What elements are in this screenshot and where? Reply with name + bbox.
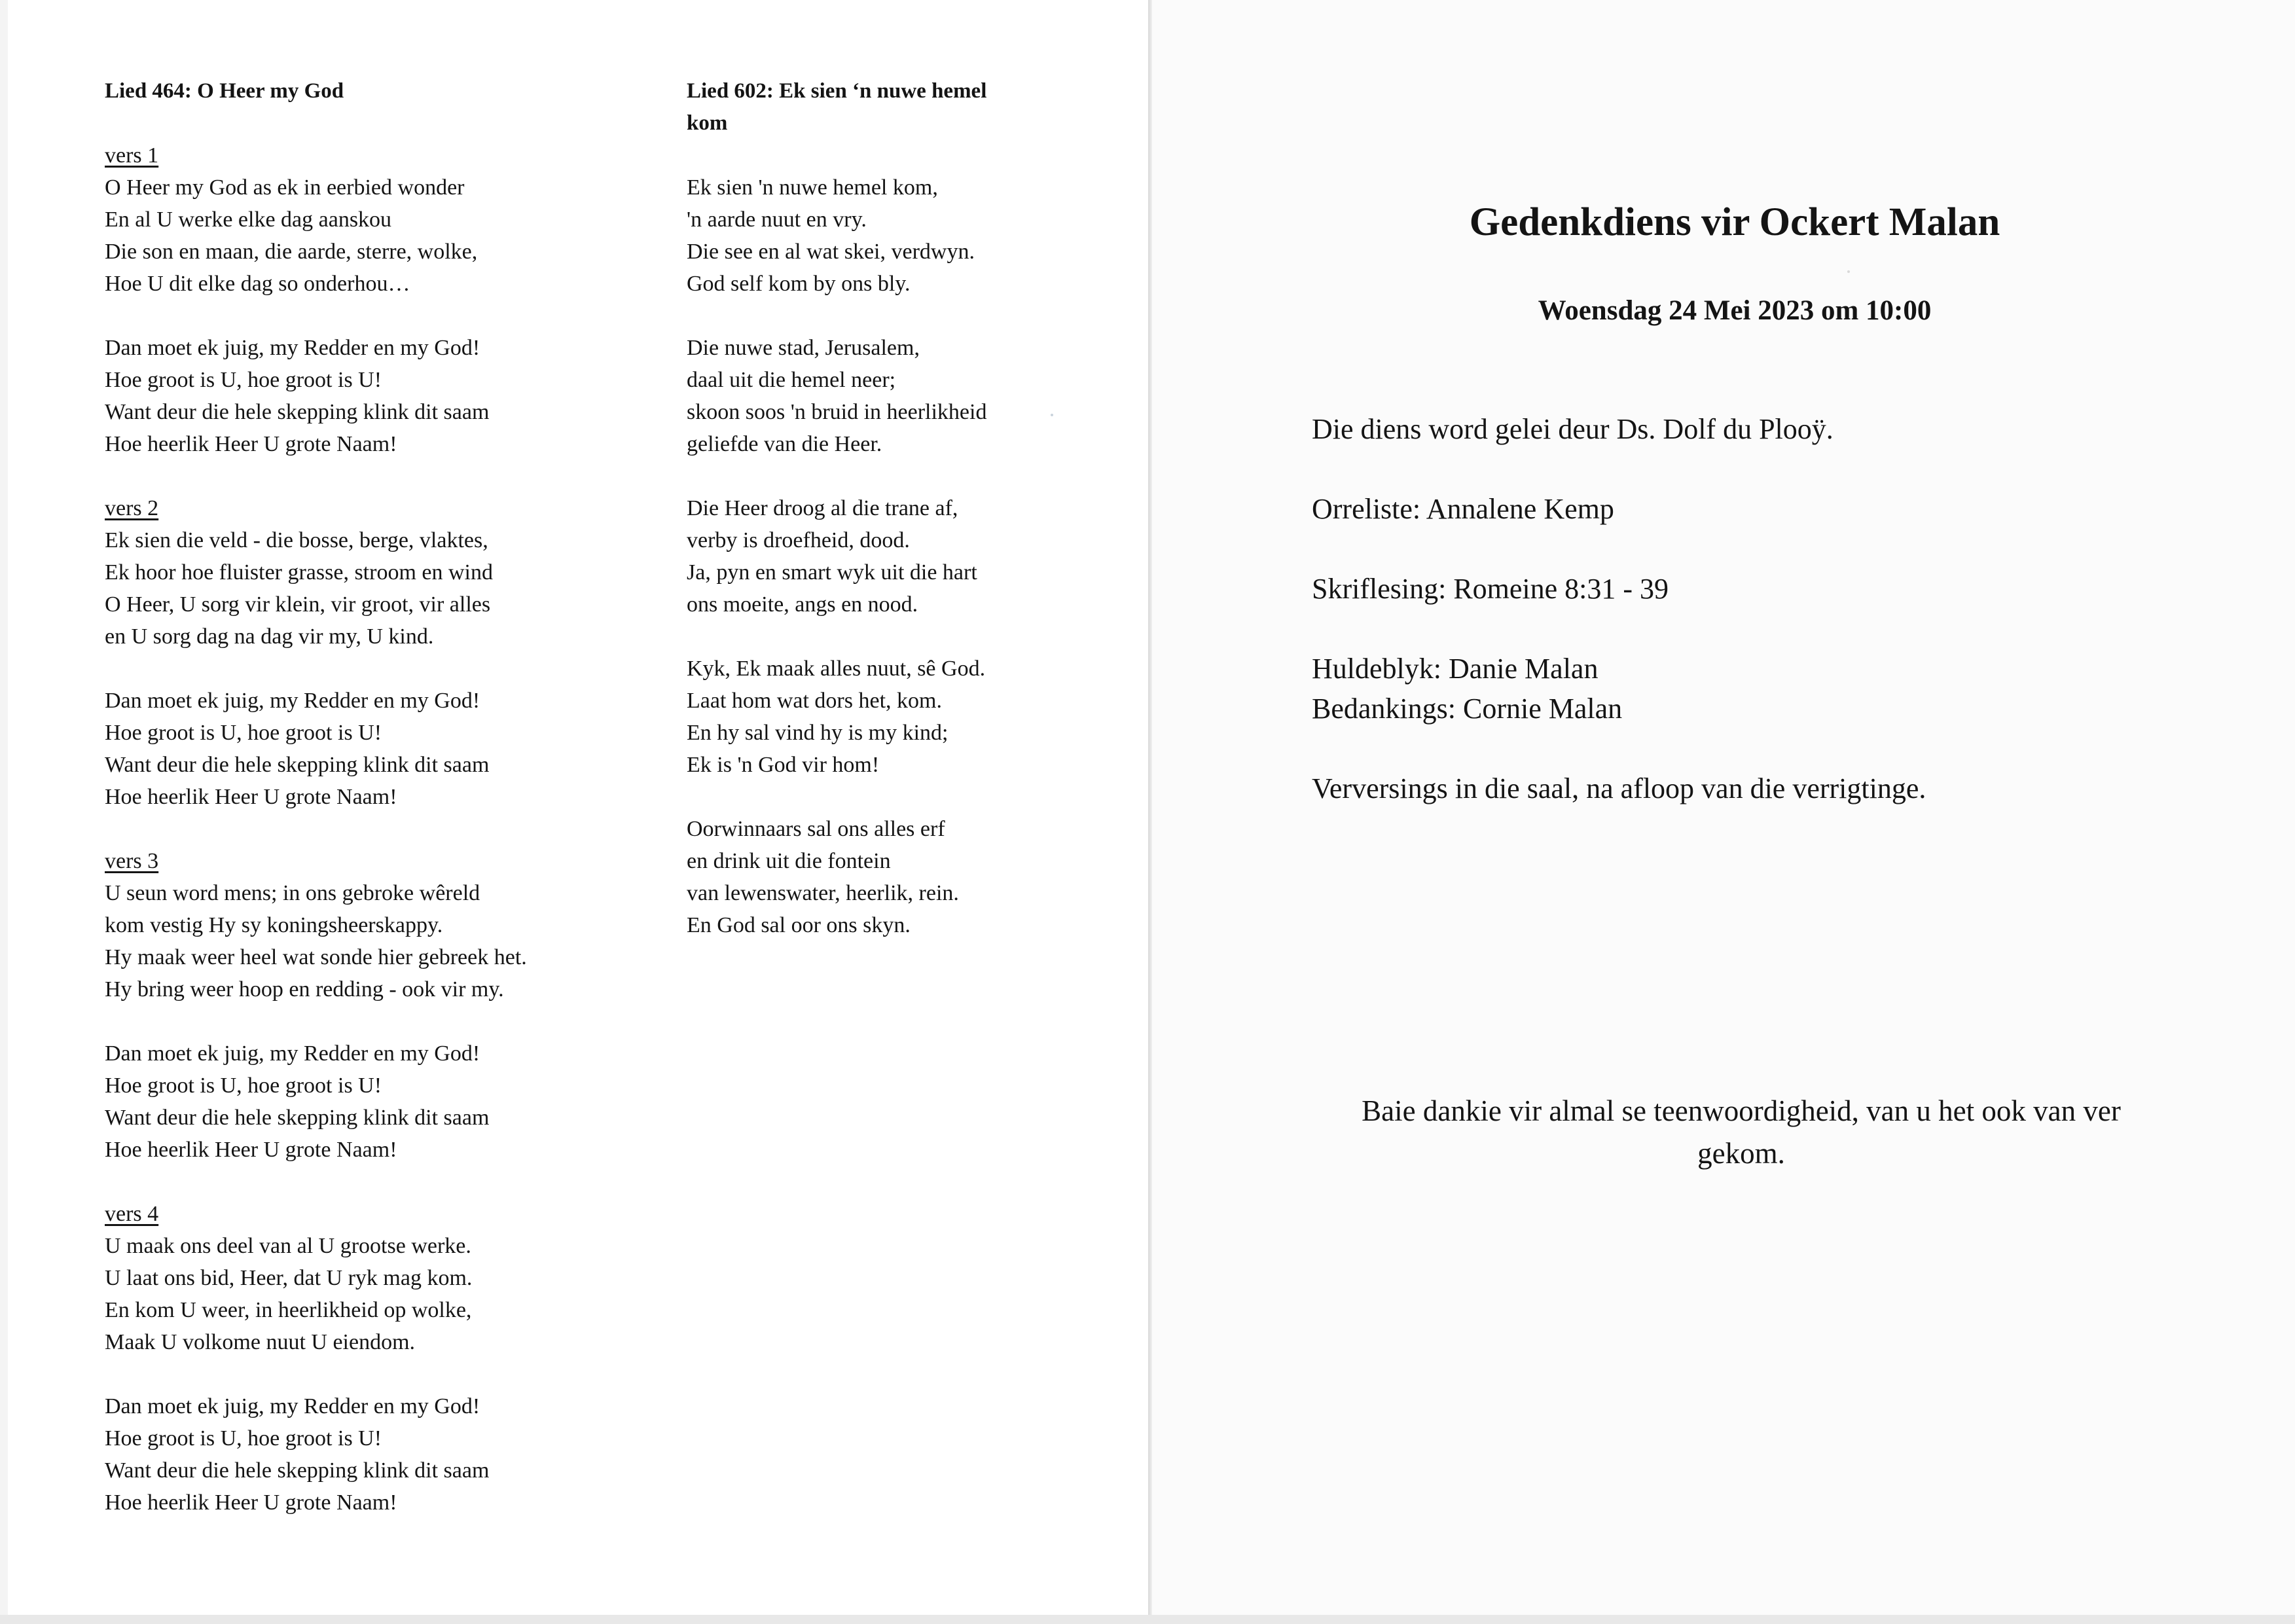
verse-block xyxy=(687,492,1093,621)
verse-heading: vers 1 xyxy=(105,143,159,168)
verse-block xyxy=(105,332,628,460)
verse-line: En hy sal vind hy is my kind; xyxy=(687,721,949,745)
verse-line: Hoe heerlik Heer U grote Naam! xyxy=(105,1138,397,1162)
verse-line: Dan moet ek juig, my Redder en my God! xyxy=(105,1041,480,1066)
verse-line: Hy bring weer hoop en redding - ook vir my. xyxy=(105,977,504,1001)
service-date: Woensdag 24 Mei 2023 om 10:00 xyxy=(1538,295,1932,326)
scan-speck xyxy=(1051,414,1053,416)
verse-line: kom vestig Hy sy koningsheerskappy. xyxy=(105,913,443,937)
verse-block xyxy=(105,1038,628,1166)
tribute-text: Huldeblyk: Danie Malan xyxy=(1312,653,1599,685)
hymn-602 xyxy=(687,75,1093,941)
verse-line: Dan moet ek juig, my Redder en my God! xyxy=(105,689,480,713)
service-details xyxy=(1312,409,2163,808)
verse-block xyxy=(687,653,1093,781)
verse-line: Oorwinnaars sal ons alles erf xyxy=(687,817,945,841)
verse-line: Dan moet ek juig, my Redder en my God! xyxy=(105,336,480,360)
verse-line: O Heer, U sorg vir klein, vir groot, vir alles xyxy=(105,592,491,617)
verse-line: Hoe groot is U, hoe groot is U! xyxy=(105,1074,382,1098)
verse-line: Want deur die hele skepping klink dit saam xyxy=(105,1458,490,1483)
verse-line: Hoe heerlik Heer U grote Naam! xyxy=(105,785,397,809)
verse-line: geliefde van die Heer. xyxy=(687,432,882,456)
verse-heading: vers 3 xyxy=(105,849,159,873)
verse-line: Want deur die hele skepping klink dit saam xyxy=(105,753,490,777)
closing-line: gekom. xyxy=(1697,1137,1785,1170)
verse-line: Die son en maan, die aarde, sterre, wolke, xyxy=(105,240,478,264)
verse-line: U maak ons deel van al U grootse werke. xyxy=(105,1234,471,1258)
verse-line: Kyk, Ek maak alles nuut, sê God. xyxy=(687,657,986,681)
verse-line: Ek sien 'n nuwe hemel kom, xyxy=(687,175,938,200)
verse-line: Ek sien die veld - die bosse, berge, vlaktes, xyxy=(105,528,488,552)
verse-line: En al U werke elke dag aanskou xyxy=(105,208,392,232)
organist-text: Orreliste: Annalene Kemp xyxy=(1312,493,1614,525)
verse-line: Dan moet ek juig, my Redder en my God! xyxy=(105,1394,480,1418)
verse-line: skoon soos 'n bruid in heerlikheid xyxy=(687,400,987,424)
verse-line: daal uit die hemel neer; xyxy=(687,368,896,392)
hymn-verses xyxy=(105,139,628,1519)
verse-block xyxy=(105,685,628,813)
verse-block xyxy=(105,1198,628,1358)
verse-line: Hoe heerlik Heer U grote Naam! xyxy=(105,432,397,456)
verse-block xyxy=(687,813,1093,941)
verse-block xyxy=(687,171,1093,300)
verse-line: Hoe groot is U, hoe groot is U! xyxy=(105,368,382,392)
scan-edge xyxy=(0,1615,2295,1624)
verse-line: Want deur die hele skepping klink dit saam xyxy=(105,1106,490,1130)
verse-line: En God sal oor ons skyn. xyxy=(687,913,911,937)
verse-line: en drink uit die fontein xyxy=(687,849,891,873)
verse-heading: vers 4 xyxy=(105,1202,159,1226)
hymn-title: Lied 464: O Heer my God xyxy=(105,79,344,103)
verse-line: Hoe heerlik Heer U grote Naam! xyxy=(105,1490,397,1515)
verse-block xyxy=(105,492,628,653)
verse-line: Die see en al wat skei, verdwyn. xyxy=(687,240,975,264)
verse-line: God self kom by ons bly. xyxy=(687,272,911,296)
verse-line: Die Heer droog al die trane af, xyxy=(687,496,958,520)
verse-line: Ja, pyn en smart wyk uit die hart xyxy=(687,560,977,585)
verse-line: U seun word mens; in ons gebroke wêreld xyxy=(105,881,480,905)
verse-line: Maak U volkome nuut U eiendom. xyxy=(105,1330,416,1354)
verse-line: 'n aarde nuut en vry. xyxy=(687,208,867,232)
hymn-title-line: Lied 602: Ek sien ‘n nuwe hemel xyxy=(687,79,987,103)
verse-line: Hoe groot is U, hoe groot is U! xyxy=(105,1426,382,1451)
verse-line: van lewenswater, heerlik, rein. xyxy=(687,881,959,905)
verse-block xyxy=(105,845,628,1005)
verse-block xyxy=(105,1390,628,1519)
hymn-title-line: kom xyxy=(687,111,728,135)
verse-line: O Heer my God as ek in eerbied wonder xyxy=(105,175,465,200)
refreshments-text: Verversings in die saal, na afloop van die verrigtinge. xyxy=(1312,772,1926,804)
verse-heading: vers 2 xyxy=(105,496,159,520)
closing-line: Baie dankie vir almal se teenwoordigheid, van u het ook van ver xyxy=(1362,1094,2121,1127)
verse-block xyxy=(687,332,1093,460)
hymn-464 xyxy=(105,75,628,1519)
verse-line: Want deur die hele skepping klink dit saam xyxy=(105,400,490,424)
verse-line: verby is droefheid, dood. xyxy=(687,528,910,552)
thanks-text: Bedankings: Cornie Malan xyxy=(1312,693,1623,725)
verse-line: Laat hom wat dors het, kom. xyxy=(687,689,942,713)
hymn-title xyxy=(687,75,1093,139)
scan-speck xyxy=(1847,270,1850,273)
verse-line: Die nuwe stad, Jerusalem, xyxy=(687,336,920,360)
verse-line: Hoe groot is U, hoe groot is U! xyxy=(105,721,382,745)
verse-line: Ek is 'n God vir hom! xyxy=(687,753,880,777)
verse-block xyxy=(105,139,628,300)
led-by-text: Die diens word gelei deur Ds. Dolf du Plooÿ. xyxy=(1312,413,1834,445)
verse-line: en U sorg dag na dag vir my, U kind. xyxy=(105,624,434,649)
verse-line: U laat ons bid, Heer, dat U ryk mag kom. xyxy=(105,1266,473,1290)
scripture-reading-text: Skriflesing: Romeine 8:31 - 39 xyxy=(1312,573,1669,605)
service-title: Gedenkdiens vir Ockert Malan xyxy=(1469,200,2000,244)
verse-line: Ek hoor hoe fluister grasse, stroom en wind xyxy=(105,560,493,585)
verse-line: Hoe U dit elke dag so onderhou… xyxy=(105,272,410,296)
verse-line: Hy maak weer heel wat sonde hier gebreek het. xyxy=(105,945,527,969)
verse-line: En kom U weer, in heerlikheid op wolke, xyxy=(105,1298,472,1322)
hymn-verses xyxy=(687,171,1093,941)
verse-line: ons moeite, angs en nood. xyxy=(687,592,918,617)
closing-message xyxy=(1303,1090,2180,1175)
